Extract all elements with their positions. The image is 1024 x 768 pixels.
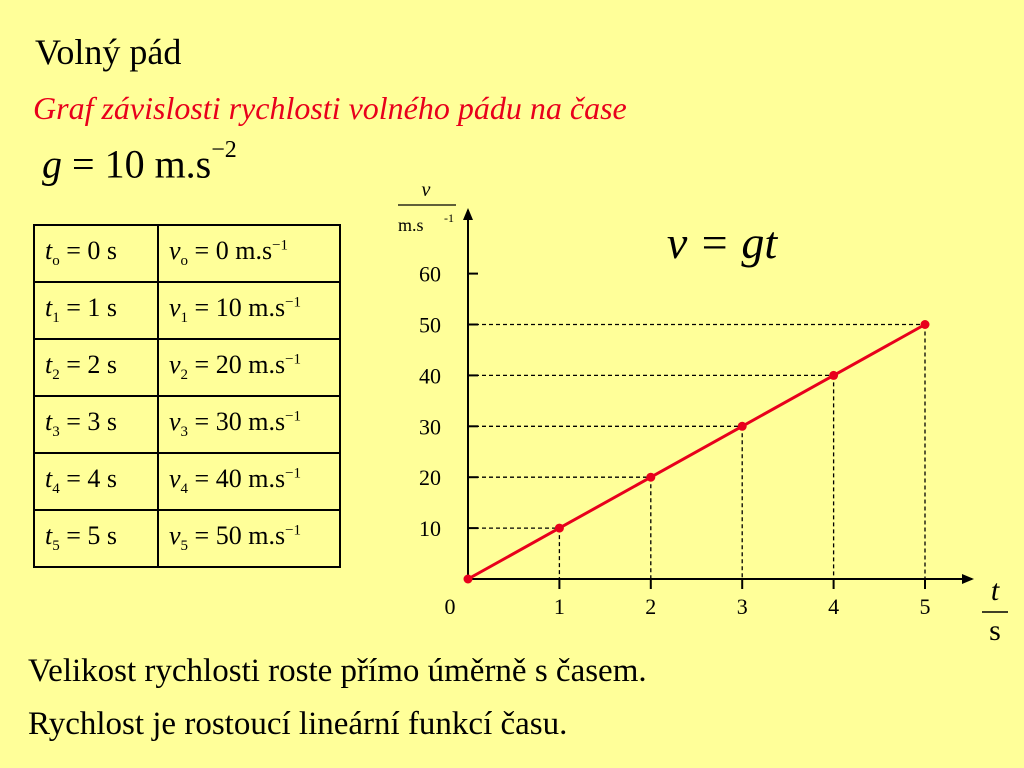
formula-symbol: g — [42, 141, 62, 187]
equation-label: v = gt — [666, 217, 778, 268]
y-axis-unit: m.s — [398, 215, 424, 235]
time-cell: $t_1 = 1$ s — [34, 282, 158, 339]
x-tick-label: 5 — [919, 594, 931, 619]
conclusion-line-2: Rychlost je rostoucí lineární funkcí času. — [28, 706, 568, 742]
data-point — [646, 473, 655, 482]
y-axis-unit-exponent: -1 — [444, 211, 454, 225]
series-line — [468, 325, 925, 580]
velocity-cell: $v_1 = 10$ $m.s^{-1}$ — [158, 282, 340, 339]
slide-title: Volný pád — [35, 32, 182, 72]
x-tick-label: 0 — [444, 594, 456, 619]
data-point — [921, 320, 930, 329]
y-tick-label: 50 — [419, 312, 441, 338]
velocity-cell: $v_o = 0$ $m.s^{-1}$ — [158, 225, 340, 282]
data-point — [464, 575, 473, 584]
x-axis-unit: s — [989, 614, 1001, 647]
slide-subtitle: Graf závislosti rychlosti volného pádu na čase — [33, 90, 627, 126]
time-cell: $t_5 = 5$ s — [34, 510, 158, 567]
x-tick-label: 2 — [645, 594, 657, 619]
time-cell: $t_o = 0$ s — [34, 225, 158, 282]
y-tick-label: 60 — [419, 261, 441, 287]
time-cell: $t_2 = 2$ s — [34, 339, 158, 396]
velocity-cell: $v_2 = 20$ $m.s^{-1}$ — [158, 339, 340, 396]
formula-value: 10 — [104, 141, 145, 187]
data-point — [555, 524, 564, 533]
conclusion-line-1: Velikost rychlosti roste přímo úměrně s časem. — [28, 653, 647, 689]
y-tick-label: 30 — [419, 414, 441, 440]
velocity-cell: $v_5 = 50$ $m.s^{-1}$ — [158, 510, 340, 567]
x-tick-label: 1 — [553, 594, 565, 619]
formula-equals: = — [72, 141, 95, 187]
data-point — [738, 422, 747, 431]
y-axis-symbol: v — [421, 179, 431, 201]
formula-exponent: −2 — [211, 137, 237, 163]
y-tick-label: 10 — [419, 516, 441, 542]
velocity-cell: $v_4 = 40$ $m.s^{-1}$ — [158, 453, 340, 510]
y-tick-label: 20 — [419, 465, 441, 491]
x-axis-symbol: t — [990, 574, 1000, 607]
x-tick-label: 4 — [828, 594, 840, 619]
velocity-cell: $v_3 = 30$ $m.s^{-1}$ — [158, 396, 340, 453]
y-tick-label: 40 — [419, 363, 441, 389]
time-cell: $t_3 = 3$ s — [34, 396, 158, 453]
time-cell: $t_4 = 4$ s — [34, 453, 158, 510]
formula-unit: m.s — [154, 141, 212, 187]
data-point — [829, 371, 838, 380]
x-tick-label: 3 — [736, 594, 748, 619]
